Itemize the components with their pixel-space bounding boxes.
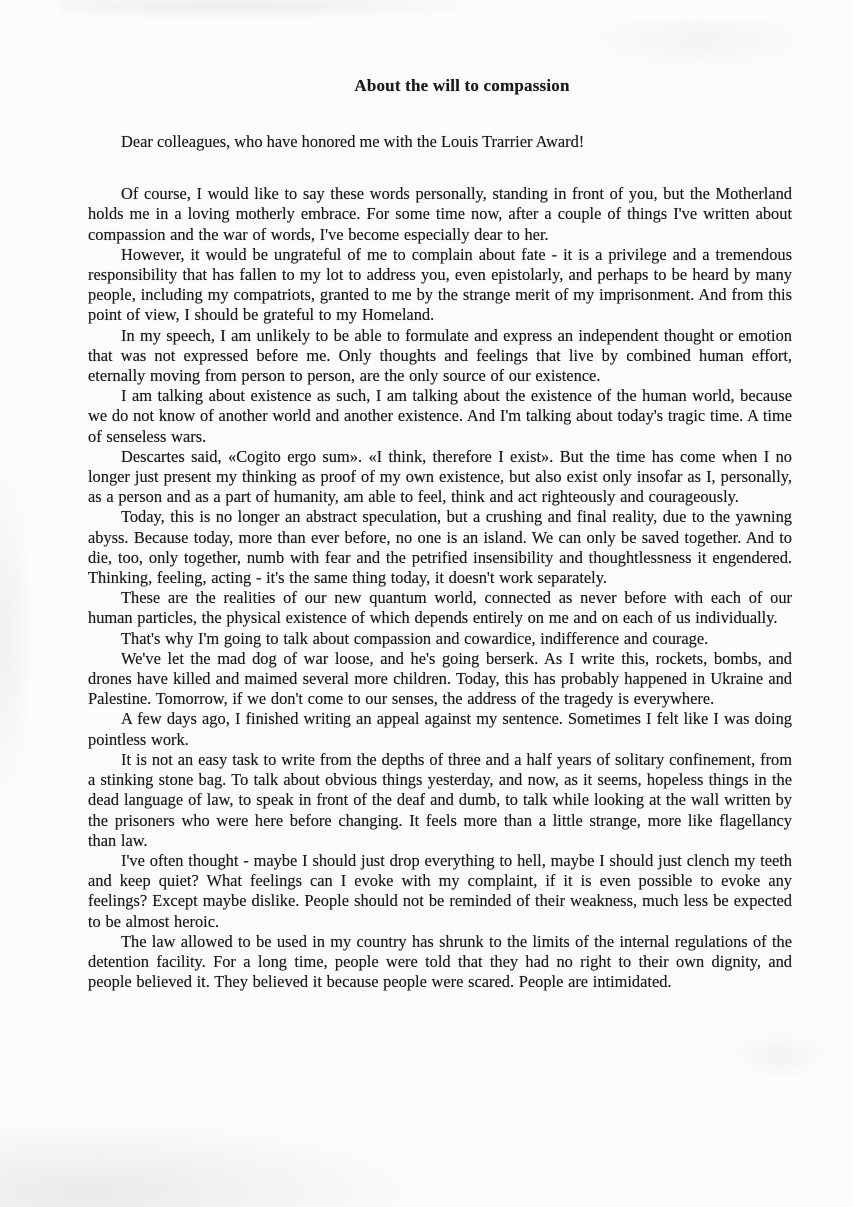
- salutation-line: Dear colleagues, who have honored me with the Louis Trarrier Award!: [121, 132, 585, 151]
- paragraph: In my speech, I am unlikely to be able to formulate and express an independent thought or emotion that was not expressed before me. Only thoughts and feelings that live by combined human effort, eternally moving from person to person, are the only source of our existence.: [88, 325, 792, 386]
- paragraph: We've let the mad dog of war loose, and he's going berserk. As I write this, rockets, bombs, and drones have killed and maimed several more children. Today, this has probably happened in Ukraine and Palestine. Tomorrow, if we don't come to our senses, the address of the tragedy is everywhere.: [88, 648, 792, 709]
- scan-artifact-bottom-left: [0, 1120, 420, 1207]
- paragraph: A few days ago, I finished writing an appeal against my sentence. Sometimes I felt like I was doing pointless work.: [88, 709, 792, 749]
- scan-artifact-top-right: [580, 20, 820, 70]
- page-title: About the will to compassion: [354, 76, 570, 95]
- paragraph: Today, this is no longer an abstract speculation, but a crushing and final reality, due to the yawning abyss. Because today, more than ever before, no one is an island. We can only be saved together. And to die, too, only together, numb with fear and the petrified insensibility and thoughtlessness it engendered. Thinking, feeling, acting - it's the same thing today, it doesn't work separately.: [88, 507, 792, 588]
- paragraph: The law allowed to be used in my country has shrunk to the limits of the internal regulations of the detention facility. For a long time, people were told that they had no right to their own dignity, and people believed it. They believed it because people were scared. People are intimidated.: [88, 931, 792, 992]
- letter-body: [88, 76, 792, 992]
- paragraph: These are the realities of our new quantum world, connected as never before with each of our human particles, the physical existence of which depends entirely on me and on each of us individually.: [88, 588, 792, 628]
- paragraph: Descartes said, «Cogito ergo sum». «I think, therefore I exist». But the time has come when I no longer just present my thinking as proof of my own existence, but also exist only insofar as I, personally, as a person and as a part of humanity, am able to feel, think and act righteously and courageously.: [88, 446, 792, 507]
- paragraph: I am talking about existence as such, I am talking about the existence of the human world, because we do not know of another world and another existence. And I'm talking about today's tragic time. A time of senseless wars.: [88, 386, 792, 446]
- paragraph: Of course, I would like to say these words personally, standing in front of you, but the Motherland holds me in a loving motherly embrace. For some time now, after a couple of things I've written about compassion and the war of words, I've become especially dear to her.: [88, 184, 792, 244]
- scan-artifact-left: [0, 470, 32, 800]
- paragraph: I've often thought - maybe I should just drop everything to hell, maybe I should just clench my teeth and keep quiet? What feelings can I evoke with my complaint, if it is even possible to evoke any feelings? Except maybe dislike. People should not be reminded of their weakness, much less be expected to be almost heroic.: [88, 850, 792, 931]
- paragraph: That's why I'm going to talk about compassion and cowardice, indifference and courage.: [121, 628, 709, 648]
- paragraph: However, it would be ungrateful of me to complain about fate - it is a privilege and a tremendous responsibility that has fallen to my lot to address you, even epistolarly, and perhaps to be heard by many people, including my compatriots, granted to me by the strange merit of my imprisonment. And from this point of view, I should be grateful to my Homeland.: [88, 244, 792, 325]
- paragraph: It is not an easy task to write from the depths of three and a half years of solitary confinement, from a stinking stone bag. To talk about obvious things yesterday, and now, as it seems, hopeless things in the dead language of law, to speak in front of the deaf and dumb, to talk while looking at the wall written by the prisoners who were here before changing. It feels more than a little strange, more like flagellancy than law.: [88, 749, 792, 850]
- scan-artifact-bottom-right: [730, 1030, 830, 1080]
- scan-artifact-top: [60, 0, 490, 20]
